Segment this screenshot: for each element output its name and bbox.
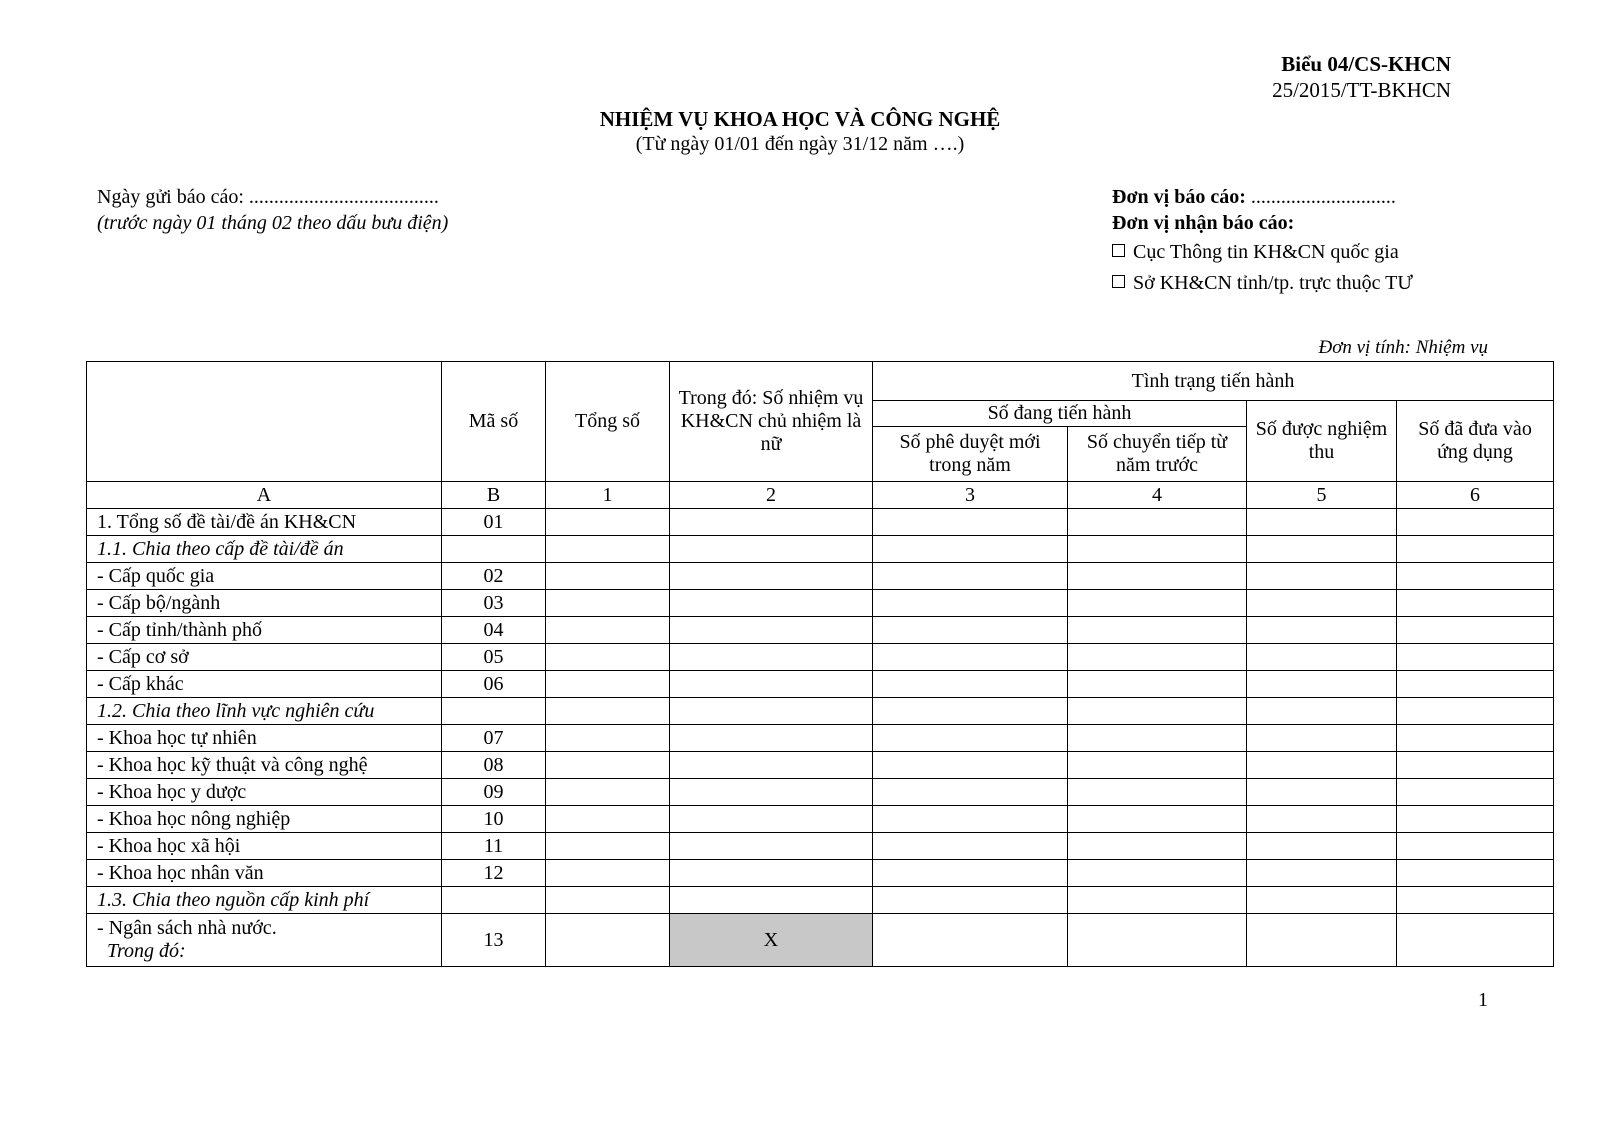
cell[interactable] bbox=[546, 536, 670, 563]
cell[interactable] bbox=[670, 779, 873, 806]
cell[interactable] bbox=[873, 509, 1068, 536]
cell[interactable] bbox=[1068, 698, 1247, 725]
header-applied: Số đã đưa vào ứng dụng bbox=[1397, 401, 1554, 482]
row-section-label: 1.2. Chia theo lĩnh vực nghiên cứu bbox=[87, 698, 442, 725]
col-index: 6 bbox=[1397, 482, 1554, 509]
row-code: 03 bbox=[442, 590, 546, 617]
cell[interactable] bbox=[873, 833, 1068, 860]
reporting-unit-dots: ............................. bbox=[1250, 186, 1396, 208]
cell[interactable] bbox=[1397, 806, 1554, 833]
page-title: NHIỆM VỤ KHOA HỌC VÀ CÔNG NGHỆ bbox=[599, 107, 1001, 131]
table-row bbox=[87, 671, 1554, 698]
col-index: A bbox=[87, 482, 442, 509]
cell[interactable] bbox=[546, 698, 670, 725]
cell[interactable] bbox=[873, 914, 1068, 967]
table-row bbox=[87, 806, 1554, 833]
cell[interactable] bbox=[873, 671, 1068, 698]
table-row bbox=[87, 617, 1554, 644]
cell[interactable] bbox=[1247, 644, 1397, 671]
receiver-option-label: Cục Thông tin KH&CN quốc gia bbox=[1133, 241, 1399, 263]
cell[interactable] bbox=[1397, 833, 1554, 860]
header-female: Trong đó: Số nhiệm vụ KH&CN chủ nhiệm là nữ bbox=[670, 362, 873, 482]
cell[interactable] bbox=[670, 833, 873, 860]
cell[interactable] bbox=[670, 563, 873, 590]
cell[interactable] bbox=[1397, 590, 1554, 617]
column-index-row bbox=[87, 482, 1554, 509]
cell[interactable] bbox=[873, 617, 1068, 644]
col-index: 1 bbox=[546, 482, 670, 509]
row-code: 06 bbox=[442, 671, 546, 698]
cell[interactable] bbox=[670, 644, 873, 671]
cell[interactable] bbox=[1397, 779, 1554, 806]
cell[interactable] bbox=[1247, 806, 1397, 833]
cell[interactable] bbox=[873, 806, 1068, 833]
cell[interactable] bbox=[873, 752, 1068, 779]
checkbox-icon[interactable] bbox=[1112, 275, 1125, 288]
cell[interactable] bbox=[546, 725, 670, 752]
cell[interactable] bbox=[1397, 509, 1554, 536]
circular-reference: 25/2015/TT-BKHCN bbox=[1272, 78, 1451, 102]
reporting-unit-label: Đơn vị báo cáo: bbox=[1112, 186, 1246, 208]
row-code: 07 bbox=[442, 725, 546, 752]
cell[interactable] bbox=[546, 860, 670, 887]
row-sublabel: Trong đó: bbox=[107, 940, 186, 962]
cell[interactable] bbox=[670, 752, 873, 779]
table-row bbox=[87, 509, 1554, 536]
cell[interactable] bbox=[1247, 671, 1397, 698]
cell[interactable] bbox=[1247, 725, 1397, 752]
cell[interactable] bbox=[1397, 671, 1554, 698]
cell[interactable] bbox=[1247, 563, 1397, 590]
reporting-unit bbox=[1112, 186, 1396, 209]
row-label: - Khoa học nông nghiệp bbox=[87, 806, 442, 833]
row-code: 04 bbox=[442, 617, 546, 644]
cell[interactable] bbox=[873, 887, 1068, 914]
row-label: - Cấp tỉnh/thành phố bbox=[87, 617, 442, 644]
cell[interactable] bbox=[1068, 671, 1247, 698]
cell[interactable] bbox=[1247, 887, 1397, 914]
cell[interactable] bbox=[1247, 590, 1397, 617]
cell[interactable] bbox=[546, 563, 670, 590]
row-label: - Khoa học nhân văn bbox=[87, 860, 442, 887]
header-carry: Số chuyển tiếp từ năm trước bbox=[1068, 427, 1247, 482]
header-blank bbox=[87, 362, 442, 482]
cell[interactable] bbox=[873, 563, 1068, 590]
row-label: - Khoa học tự nhiên bbox=[87, 725, 442, 752]
cell[interactable] bbox=[1068, 725, 1247, 752]
table-row bbox=[87, 752, 1554, 779]
header-ongoing-group: Số đang tiến hành bbox=[873, 401, 1247, 427]
cell[interactable] bbox=[546, 671, 670, 698]
row-label: - Ngân sách nhà nước. bbox=[97, 917, 277, 939]
col-index: 2 bbox=[670, 482, 873, 509]
row-label: - Cấp quốc gia bbox=[87, 563, 442, 590]
cell[interactable] bbox=[546, 779, 670, 806]
cell[interactable] bbox=[1247, 860, 1397, 887]
cell[interactable] bbox=[1068, 752, 1247, 779]
cell[interactable] bbox=[670, 509, 873, 536]
row-label: 1. Tổng số đề tài/đề án KH&CN bbox=[87, 509, 442, 536]
table-row bbox=[87, 725, 1554, 752]
row-code: 09 bbox=[442, 779, 546, 806]
cell[interactable] bbox=[1397, 914, 1554, 967]
cell[interactable] bbox=[1068, 833, 1247, 860]
table-row bbox=[87, 914, 1554, 967]
cell[interactable] bbox=[1068, 860, 1247, 887]
row-code: 08 bbox=[442, 752, 546, 779]
cell[interactable] bbox=[1068, 644, 1247, 671]
cell[interactable] bbox=[1068, 509, 1247, 536]
cell[interactable] bbox=[1397, 860, 1554, 887]
row-code: 13 bbox=[442, 914, 546, 967]
cell[interactable] bbox=[546, 806, 670, 833]
row-label: - Khoa học y dược bbox=[87, 779, 442, 806]
cell[interactable] bbox=[670, 671, 873, 698]
cell[interactable] bbox=[1397, 536, 1554, 563]
cell[interactable] bbox=[546, 752, 670, 779]
cell[interactable] bbox=[873, 644, 1068, 671]
cell[interactable] bbox=[873, 860, 1068, 887]
table-row bbox=[87, 590, 1554, 617]
cell[interactable] bbox=[1068, 590, 1247, 617]
cell[interactable] bbox=[546, 590, 670, 617]
cell[interactable] bbox=[873, 536, 1068, 563]
col-index: 4 bbox=[1068, 482, 1247, 509]
table-row bbox=[87, 698, 1554, 725]
row-code: 01 bbox=[442, 509, 546, 536]
cell[interactable] bbox=[1068, 779, 1247, 806]
row-code bbox=[442, 698, 546, 725]
cell[interactable] bbox=[1397, 644, 1554, 671]
cell[interactable] bbox=[546, 509, 670, 536]
header-accepted: Số được nghiệm thu bbox=[1247, 401, 1397, 482]
col-index: 3 bbox=[873, 482, 1068, 509]
row-code: 02 bbox=[442, 563, 546, 590]
measure-unit: Đơn vị tính: Nhiệm vụ bbox=[1318, 337, 1488, 358]
cell[interactable] bbox=[670, 698, 873, 725]
table-row bbox=[87, 563, 1554, 590]
cell[interactable] bbox=[546, 644, 670, 671]
header-new: Số phê duyệt mới trong năm bbox=[873, 427, 1068, 482]
table-row bbox=[87, 644, 1554, 671]
row-code: 12 bbox=[442, 860, 546, 887]
cell[interactable] bbox=[670, 806, 873, 833]
cell[interactable] bbox=[873, 779, 1068, 806]
cell[interactable] bbox=[546, 887, 670, 914]
cell[interactable] bbox=[1247, 779, 1397, 806]
page-number: 1 bbox=[1478, 989, 1488, 1011]
receiver-option-provincial[interactable] bbox=[1112, 272, 1413, 295]
col-index: 5 bbox=[1247, 482, 1397, 509]
cell[interactable] bbox=[670, 617, 873, 644]
row-label: - Cấp cơ sở bbox=[87, 644, 442, 671]
row-label: - Cấp bộ/ngành bbox=[87, 590, 442, 617]
cell[interactable] bbox=[1397, 887, 1554, 914]
cell[interactable] bbox=[670, 536, 873, 563]
cell[interactable] bbox=[670, 725, 873, 752]
row-section-label: 1.1. Chia theo cấp đề tài/đề án bbox=[87, 536, 442, 563]
row-code: 11 bbox=[442, 833, 546, 860]
cell[interactable] bbox=[1247, 833, 1397, 860]
cell[interactable] bbox=[1247, 752, 1397, 779]
row-label: - Khoa học kỹ thuật và công nghệ bbox=[87, 752, 442, 779]
cell[interactable] bbox=[1068, 914, 1247, 967]
cell[interactable] bbox=[1068, 887, 1247, 914]
report-table bbox=[86, 361, 1554, 967]
cell[interactable] bbox=[1397, 617, 1554, 644]
header-status-group: Tình trạng tiến hành bbox=[873, 362, 1554, 401]
cell[interactable] bbox=[1247, 914, 1397, 967]
cell[interactable] bbox=[1397, 725, 1554, 752]
cell[interactable] bbox=[546, 617, 670, 644]
header-total: Tổng số bbox=[546, 362, 670, 482]
cell[interactable] bbox=[1247, 509, 1397, 536]
row-label: - Khoa học xã hội bbox=[87, 833, 442, 860]
cell[interactable] bbox=[670, 860, 873, 887]
row-section-label: 1.3. Chia theo nguồn cấp kinh phí bbox=[87, 887, 442, 914]
table-row bbox=[87, 860, 1554, 887]
cell[interactable] bbox=[1397, 752, 1554, 779]
cell[interactable] bbox=[1068, 563, 1247, 590]
cell[interactable] bbox=[873, 698, 1068, 725]
cell[interactable] bbox=[670, 887, 873, 914]
cell[interactable] bbox=[1247, 698, 1397, 725]
cell[interactable] bbox=[1397, 698, 1554, 725]
table-row bbox=[87, 536, 1554, 563]
cell[interactable] bbox=[1247, 617, 1397, 644]
sent-date-note: (trước ngày 01 tháng 02 theo dấu bưu điện) bbox=[97, 212, 449, 234]
row-code: 05 bbox=[442, 644, 546, 671]
table-row bbox=[87, 833, 1554, 860]
receiver-option-label: Sở KH&CN tỉnh/tp. trực thuộc TƯ bbox=[1133, 272, 1413, 294]
table-row bbox=[87, 779, 1554, 806]
cell[interactable] bbox=[1068, 806, 1247, 833]
page-subtitle: (Từ ngày 01/01 đến ngày 31/12 năm ….) bbox=[635, 133, 965, 155]
table-row bbox=[87, 887, 1554, 914]
cell[interactable] bbox=[546, 914, 670, 967]
cell[interactable] bbox=[1247, 536, 1397, 563]
row-label-state-budget bbox=[87, 914, 442, 967]
receiver-option-national[interactable] bbox=[1112, 241, 1399, 264]
cell[interactable] bbox=[873, 725, 1068, 752]
form-code: Biểu 04/CS-KHCN bbox=[1281, 52, 1451, 76]
col-index: B bbox=[442, 482, 546, 509]
header-code: Mã số bbox=[442, 362, 546, 482]
row-code bbox=[442, 887, 546, 914]
cell[interactable] bbox=[873, 590, 1068, 617]
header-row bbox=[87, 362, 1554, 401]
row-label: - Cấp khác bbox=[87, 671, 442, 698]
cell[interactable] bbox=[546, 833, 670, 860]
cell[interactable] bbox=[1068, 617, 1247, 644]
receiving-unit-label: Đơn vị nhận báo cáo: bbox=[1112, 212, 1295, 234]
sent-date-label: Ngày gửi báo cáo: ...................................... bbox=[97, 186, 439, 208]
cell[interactable] bbox=[670, 590, 873, 617]
cell[interactable] bbox=[1068, 536, 1247, 563]
checkbox-icon[interactable] bbox=[1112, 244, 1125, 257]
cell-not-applicable: X bbox=[670, 914, 873, 967]
row-code: 10 bbox=[442, 806, 546, 833]
row-code bbox=[442, 536, 546, 563]
cell[interactable] bbox=[1397, 563, 1554, 590]
